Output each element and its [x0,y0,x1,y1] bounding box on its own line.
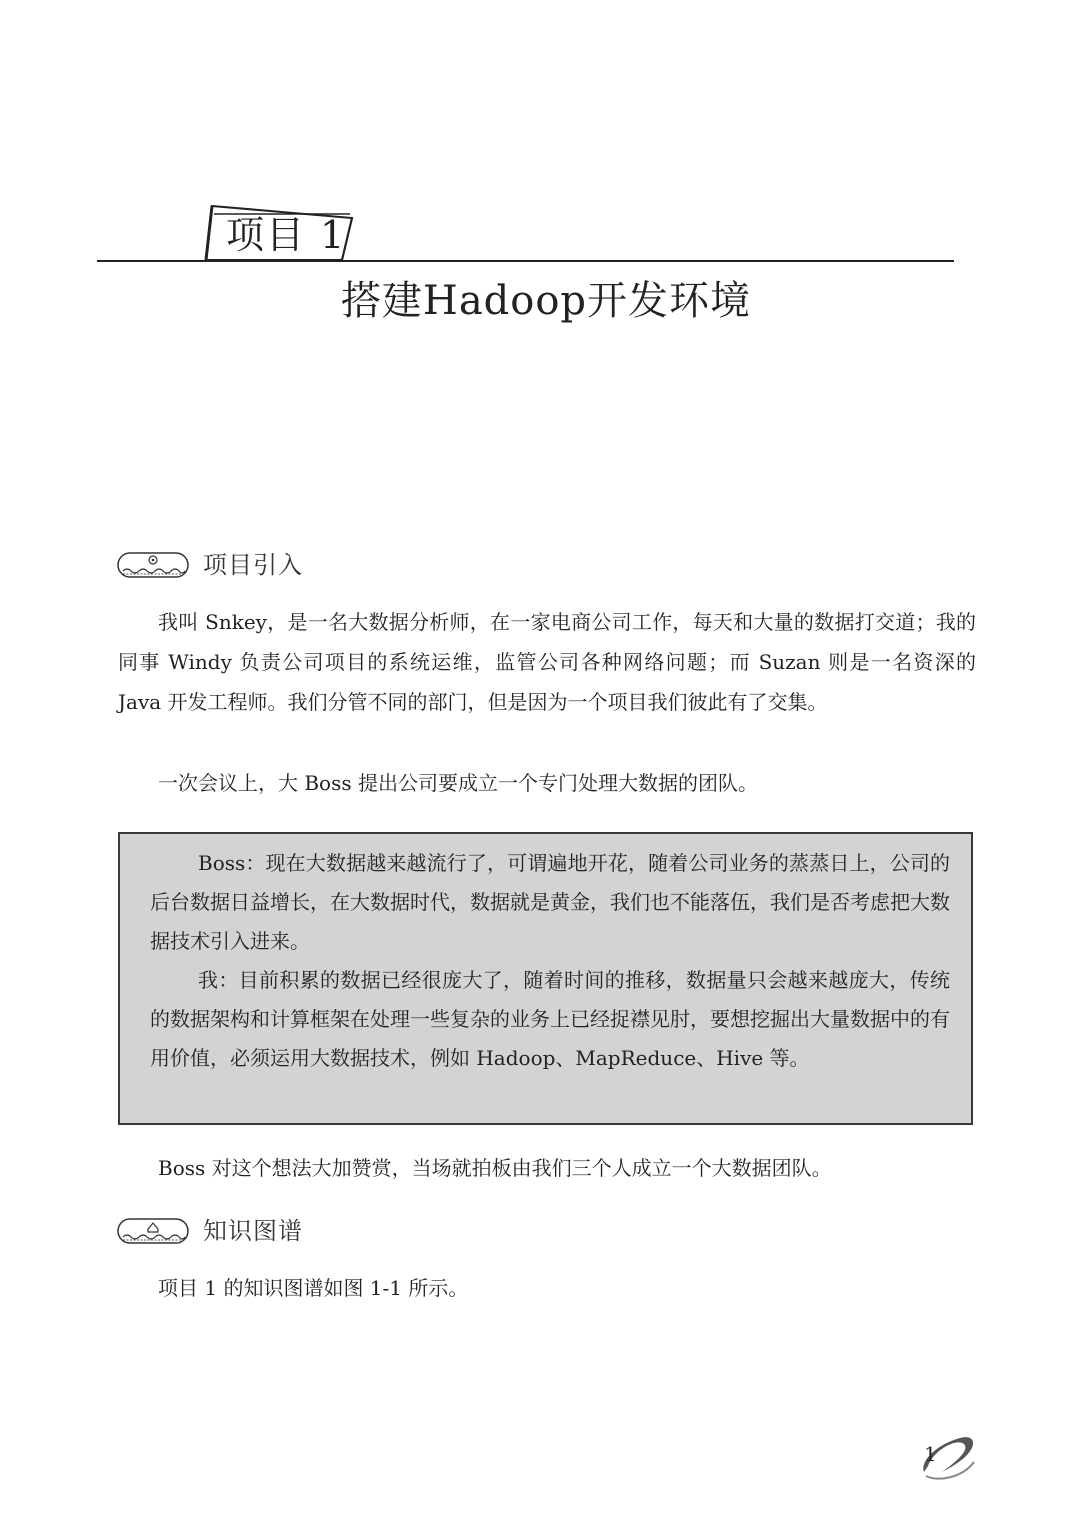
section-heading-intro [117,549,303,581]
house-badge-icon [117,1218,189,1244]
chapter-label: 项目 1 [226,213,347,257]
dialogue-me: 我：目前积累的数据已经很庞大了，随着时间的推移，数据量只会越来越庞大，传统的数据架构和计算框架在处理一些复杂的业务上已经捉襟见肘，要想挖掘出大量数据中的有用价值，必须运用大数据技术，例如 Hadoop、MapReduce、Hive 等。 [150,968,950,1070]
chapter-tab [202,204,356,262]
chapter-divider [97,260,954,262]
page-number: 1 [924,1442,937,1466]
section-label-knowledge-map: 知识图谱 [203,1217,303,1245]
dialogue-box [118,832,973,1125]
dialogue-boss: Boss：现在大数据越来越流行了，可谓遍地开花，随着公司业务的蒸蒸日上，公司的后台数据日益增长，在大数据时代，数据就是黄金，我们也不能落伍，我们是否考虑把大数据技术引入进来。 [150,851,950,953]
paragraph-knowledge-map: 项目 1 的知识图谱如图 1-1 所示。 [158,1276,469,1300]
section-label-intro: 项目引入 [203,551,303,579]
paragraph-meeting: 一次会议上，大 Boss 提出公司要成立一个专门处理大数据的团队。 [158,771,758,795]
chapter-title: 搭建Hadoop开发环境 [340,278,752,324]
gear-badge-icon [117,552,189,578]
paragraph-boss-approval: Boss 对这个想法大加赞赏，当场就拍板由我们三个人成立一个大数据团队。 [158,1156,832,1180]
paragraph-intro: 我叫 Snkey，是一名大数据分析师，在一家电商公司工作，每天和大量的数据打交道；我的同事 Windy 负责公司项目的系统运维，监管公司各种网络问题；而 Suzan 则是一名资深的 Java 开发工程师。我们分管不同的部门，但是因为一个项目我们彼此有了交集。 [118,610,976,714]
section-heading-knowledge-map [117,1215,303,1247]
